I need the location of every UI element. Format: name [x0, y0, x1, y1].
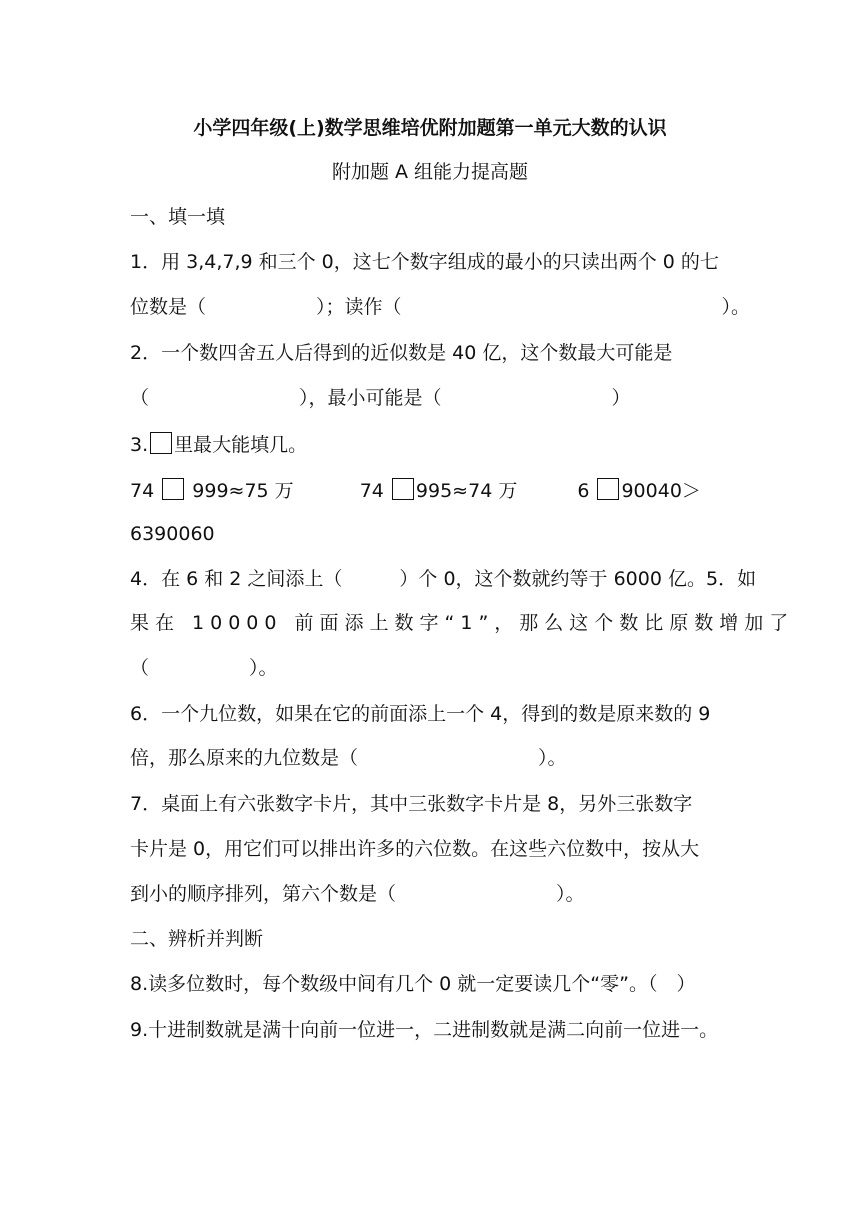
- question-4-line-1: 4．在 6 和 2 之间添上（ ）个 0，这个数就约等于 6000 亿。5．如: [130, 568, 757, 590]
- question-3-line-1: [130, 432, 307, 457]
- question-7-line-1: 7．桌面上有六张数字卡片，其中三张数字卡片是 8，另外三张数字: [130, 793, 693, 815]
- question-6-text-b: ）。: [538, 747, 567, 769]
- question-5-text-a: （: [130, 657, 150, 679]
- question-3c-post: 90040＞: [621, 480, 701, 502]
- question-3c-pre: 6: [577, 480, 590, 502]
- question-2-text-b: ），最小可能是（: [299, 387, 442, 409]
- question-2-line-1: 2．一个数四舍五人后得到的近似数是 40 亿，这个数最大可能是: [130, 342, 673, 364]
- question-8: 8.读多位数时，每个数级中间有几个 0 就一定要读几个“零”。（ ）: [130, 973, 696, 995]
- question-3a-post: 999≈75 万: [192, 480, 294, 502]
- question-2-line-2: [130, 386, 631, 410]
- question-6-line-2: [130, 746, 567, 770]
- document-title: 小学四年级(上)数学思维培优附加题第一单元大数的认识: [193, 117, 667, 139]
- question-5-line-3: [130, 656, 278, 680]
- question-1-text-a: 位数是（: [130, 296, 207, 318]
- question-3b-pre: 74: [359, 480, 384, 502]
- question-3-suffix: 里最大能填几。: [174, 434, 308, 456]
- question-9: 9.十进制数就是满十向前一位进一，二进制数就是满二向前一位进一。: [130, 1019, 719, 1041]
- question-3b-box[interactable]: [392, 478, 414, 500]
- question-3a-box[interactable]: [162, 478, 184, 500]
- question-5-line-2: 果在 10000 前面添上数字“1”，那么这个数比原数增加了: [130, 612, 795, 634]
- question-3a-pre: 74: [130, 480, 155, 502]
- document-subtitle: 附加题 A 组能力提高题: [331, 161, 529, 183]
- question-7-text-b: ）。: [556, 883, 585, 905]
- question-3c-box[interactable]: [597, 478, 619, 500]
- question-3-prefix: 3.: [130, 434, 149, 456]
- question-7-line-3: [130, 882, 585, 906]
- question-3-line-2: [130, 478, 701, 503]
- question-7-line-2: 卡片是 0，用它们可以排出许多的六位数。在这些六位数中，按从大: [130, 838, 700, 860]
- question-2-text-c: ）: [611, 387, 631, 409]
- question-1-text-b: ）；读作（: [316, 296, 402, 318]
- question-7-text-a: 到小的顺序排列，第六个数是（: [130, 883, 397, 905]
- question-6-line-1: 6．一个九位数，如果在它的前面添上一个 4，得到的数是原来数的 9: [130, 703, 711, 725]
- question-1-line-2: [130, 295, 750, 319]
- section-heading-fill: 一、填一填: [130, 206, 226, 228]
- question-1-line-1: 1．用 3,4,7,9 和三个 0，这七个数字组成的最小的只读出两个 0 的七: [130, 251, 719, 273]
- question-6-text-a: 倍，那么原来的九位数是（: [130, 747, 359, 769]
- question-3b-post: 995≈74 万: [415, 480, 518, 502]
- section-heading-judge: 二、辨析并判断: [130, 928, 264, 950]
- answer-box-icon: [150, 432, 172, 454]
- question-2-text-a: （: [130, 387, 150, 409]
- question-3-line-3: 6390060: [130, 523, 215, 545]
- question-5-text-b: ）。: [249, 657, 278, 679]
- question-1-text-c: ）。: [721, 296, 751, 318]
